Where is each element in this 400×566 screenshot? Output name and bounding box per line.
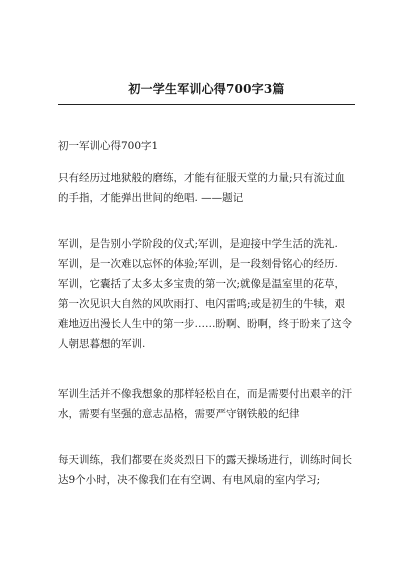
paragraph-training-life: 军训生活并不像我想象的那样轻松自在，而是需要付出艰辛的汗 水，需要有坚强的意志品格，需要严守钢铁般的纪律 [58, 388, 352, 420]
document-title: 初一学生军训心得700字3篇 [128, 82, 285, 96]
title-divider [58, 104, 355, 105]
paragraph-epigraph: 只有经历过地狱般的磨练，才能有征服天堂的力量;只有流过血 的手指，才能弹出世间的绝唱. ——题记 [58, 172, 346, 204]
section-heading: 初一军训心得700字1 [58, 140, 159, 152]
paragraph-daily-training: 每天训练，我们都要在炎炎烈日下的露天操场进行，训练时间长 达9个小时，决不像我们在有空调、有电风扇的室内学习; [58, 454, 352, 486]
paragraph-military-training: 军训，是告别小学阶段的仪式;军训，是迎接中学生活的洗礼. 军训，是一次难以忘怀的体验;军训，是一段刻骨铭心的经历. 军训，它囊括了太多太多宝贵的第一次;就像是温室里的花草， 第一次见识大自然的风吹雨打、电闪雷鸣;或是初生的牛犊，艰 难地迈出漫长人生中的第一步……盼啊、盼啊，终于盼来了这令 人朝思暮想的军训. [58, 238, 352, 350]
